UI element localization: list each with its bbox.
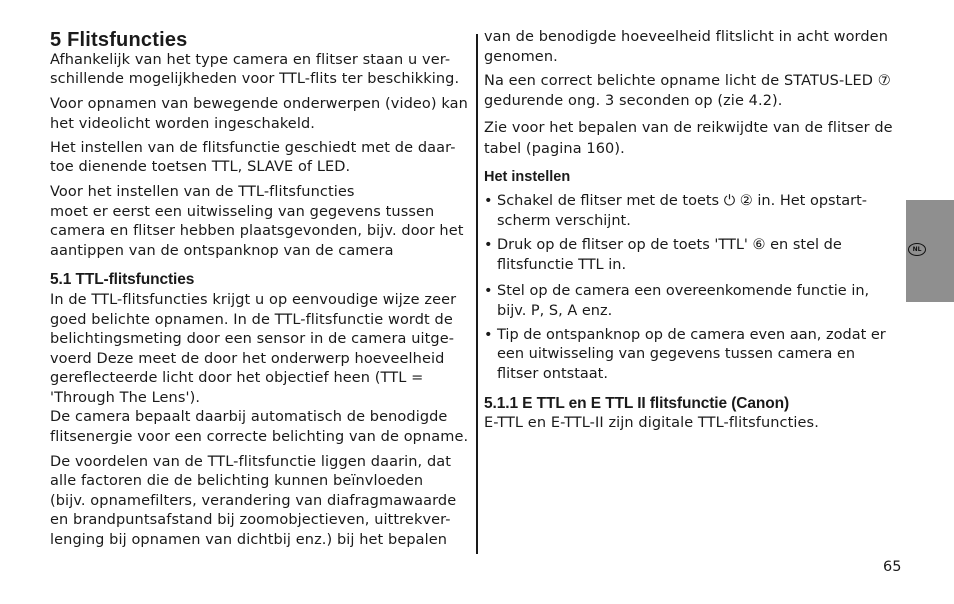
column-divider xyxy=(476,34,478,554)
right-paragraph-continued-line2: genomen. xyxy=(484,49,558,65)
paragraph-video-line2: het videolicht worden ingeschakeld. xyxy=(50,116,315,132)
paragraph-ttl-line8: flitsenergie voor een correcte belichting van de opname. xyxy=(50,429,469,445)
list-item-line: Tip de ontspanknop op de camera even aan, zodat er xyxy=(497,327,886,343)
paragraph-advantages-line3: (bijv. opnamefilters, verandering van diafragmawaarde xyxy=(50,493,457,509)
bullet-icon: • xyxy=(484,237,493,253)
paragraph-ttl-setup-line2: moet er eerst een uitwisseling van gegevens tussen xyxy=(50,204,435,220)
paragraph-ttl-line2: goed belichte opnamen. In de TTL-flitsfunctie wordt de xyxy=(50,312,453,328)
paragraph-ttl-line3: belichtingsmeting door een sensor in de camera uitge- xyxy=(50,331,455,347)
paragraph-video-line1: Voor opnamen van bewegende onderwerpen (video) kan xyxy=(50,96,468,112)
list-item-line: een uitwisseling van gegevens tussen camera en xyxy=(497,346,856,362)
paragraph-advantages-line4: en brandpuntsafstand bij zoomobjectieven, uittrekver- xyxy=(50,512,451,528)
chapter-title: 5 Flitsfuncties xyxy=(50,29,188,51)
right-paragraph-ettl: E-TTL en E-TTL-II zijn digitale TTL-flitsfuncties. xyxy=(484,415,819,431)
subheading-het-instellen: Het instellen xyxy=(484,169,571,185)
list-item-line: Schakel de flitser met de toets ⏻ ② in. Het opstart- xyxy=(497,193,868,209)
paragraph-ttl-line4: voerd Deze meet de door het onderwerp hoeveelheid xyxy=(50,351,445,367)
paragraph-keys-line1: Het instellen van de flitsfunctie geschiedt met de daar- xyxy=(50,140,456,156)
paragraph-advantages-line2: alle factoren die de belichting kunnen beïnvloeden xyxy=(50,473,424,489)
paragraph-ttl-line1: In de TTL-flitsfuncties krijgt u op eenvoudige wijze zeer xyxy=(50,292,457,308)
paragraph-ttl-setup-line1: Voor het instellen van de TTL-flitsfuncties xyxy=(50,184,355,200)
list-item-line: flitser ontstaat. xyxy=(497,366,608,382)
bullet-icon: • xyxy=(484,283,493,299)
paragraph-intro-line2: schillende mogelijkheden voor TTL-flits ter beschikking. xyxy=(50,71,460,87)
paragraph-ttl-line7: De camera bepaalt daarbij automatisch de benodigde xyxy=(50,409,448,425)
list-item-line: bijv. P, S, A enz. xyxy=(497,303,613,319)
bullet-icon: • xyxy=(484,327,493,343)
paragraph-ttl-line6: 'Through The Lens'). xyxy=(50,390,201,406)
right-paragraph-status-line1: Na een correct belichte opname licht de STATUS-LED ⑦ xyxy=(484,73,891,89)
right-paragraph-status-line2: gedurende ong. 3 seconden op (zie 4.2). xyxy=(484,93,783,109)
paragraph-ttl-line5: gereflecteerde licht door het objectief heen (TTL = xyxy=(50,370,424,386)
paragraph-ttl-setup-line3: camera en flitser hebben plaatsgevonden, bijv. door het xyxy=(50,223,464,239)
paragraph-advantages-line5: lenging bij opnamen van dichtbij enz.) bij het bepalen xyxy=(50,532,448,548)
section-title-5-1-1: 5.1.1 E TTL en E TTL II flitsfunctie (Canon) xyxy=(484,395,790,412)
list-item-line: scherm verschijnt. xyxy=(497,213,631,229)
paragraph-advantages-line1: De voordelen van de TTL-flitsfunctie liggen daarin, dat xyxy=(50,454,452,470)
section-title-5-1: 5.1 TTL-flitsfuncties xyxy=(50,271,195,288)
page-number: 65 xyxy=(883,559,902,575)
bullet-icon: • xyxy=(484,193,493,209)
right-paragraph-range-line1: Zie voor het bepalen van de reikwijdte van de flitser de xyxy=(484,120,893,136)
paragraph-keys-line2: toe dienende toetsen TTL, SLAVE of LED. xyxy=(50,159,351,175)
language-badge: NL xyxy=(908,243,926,256)
list-item-line: Stel op de camera een overeenkomende functie in, xyxy=(497,283,870,299)
paragraph-ttl-setup-line4: aantippen van de ontspanknop van de camera xyxy=(50,243,394,259)
right-paragraph-range-line2: tabel (pagina 160). xyxy=(484,141,625,157)
paragraph-intro-line1: Afhankelijk van het type camera en flitser staan u ver- xyxy=(50,52,451,68)
list-item-line: Druk op de flitser op de toets 'TTL' ⑥ en stel de xyxy=(497,237,842,253)
list-item-line: flitsfunctie TTL in. xyxy=(497,257,627,273)
right-paragraph-continued-line1: van de benodigde hoeveelheid flitslicht in acht worden xyxy=(484,29,888,45)
